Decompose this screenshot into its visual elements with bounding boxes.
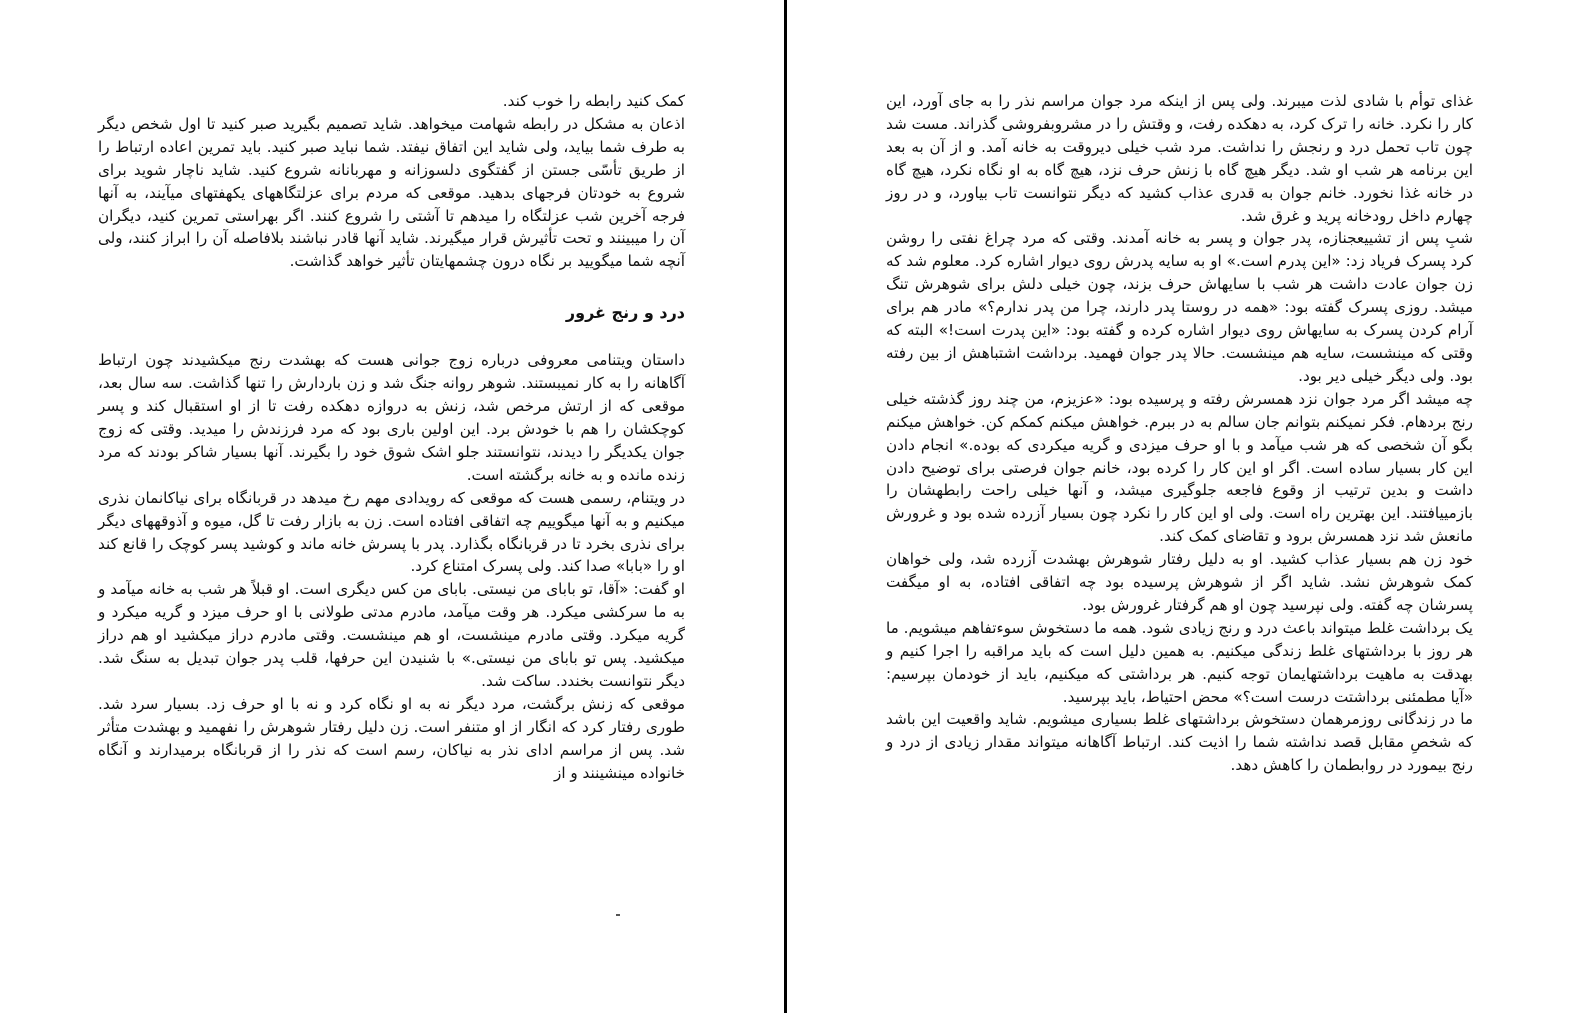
section-heading: درد و رنج غرور	[565, 303, 685, 323]
paragraph: کمک کنید رابطه را خوب کند.	[502, 92, 685, 110]
left-page	[98, 90, 685, 784]
paragraph: اذعان به مشکل در رابطه شهامت میخواهد. شاید تصمیم بگیرید صبر کنید تا اول شخص دیگر به طرف شما بیاید، ولی شاید این اتفاق نیفتد. شما نباید صبر کنید. باید تمرین اعاده ارتباط را از طریق تأسّی جستن از گفتگوی دلسوزانه و مهربانانه شروع کنید. شاید ناچار شوید برای شروع به خودتان فرجهای بدهید. موقعی که مردم برای عزلتگاههای یکهفتهای میآیند، به آنها فرجه آخرین شب عزلتگاه را میدهم تا آشتی را شروع کنند. اگر بهراستی تمرین کنید، دیگران آن را میبینند و تحت تأثیرش قرار میگیرند. شاید آنها قادر نباشند بلافاصله آن را ابراز کنند، ولی آنچه شما میگویید بر نگاه درون چشمهایتان تأثیر خواهد گذاشت.	[98, 114, 685, 271]
page-mark	[616, 914, 620, 916]
paragraph: در ویتنام، رسمی هست که موقعی که رویدادی مهم رخ میدهد در قربانگاه برای نیاکانمان نذری میکنیم و به آنها میگوییم چه اتفاقی افتاده است. زن به بازار رفت تا گل، میوه و آذوقههای دیگر برای نذری بخرد تا در قربانگاه بگذارد. پدر با پسرش خانه ماند و کوشید پسر کوچک را قانع کند او را «بابا» صدا کند. ولی پسرک امتناع کرد.	[98, 488, 685, 576]
paragraph: چه میشد اگر مرد جوان نزد همسرش رفته و پرسیده بود: «عزیزم، من چند روز گذشته خیلی رنج بردهام. فکر نمیکنم بتوانم جان سالم به در ببرم. خواهش میکنم کمکم کن. خواهش میکنم بگو آن شخصی که هر شب میآمد و با او حرف میزدی و گریه میکردی که بوده.» انجام دادن این کار بسیار ساده است. اگر او این کار را کرده بود، خانم جوان فرصتی برای توضیح دادن داشت و بدین ترتیب از وقوع فاجعه جلوگیری میشد، و آنها خیلی راحت رابطهشان را بازمییافتند. این بهترین راه است. ولی او این کار را نکرد چون بسیار آزرده شده بود و غرورش مانعش شد نزد همسرش برود و تقاضای کمک کند.	[886, 389, 1473, 546]
paragraph: شبِ پس از تشییعجنازه، پدر جوان و پسر به خانه آمدند. وقتی که مرد چراغ نفتی را روشن کرد پسرک فریاد زد: «این پدرم است.» او به سایه پدرش روی دیوار اشاره کرد. معلوم شد که زن جوان عادت داشت هر شب با سایهاش حرف بزند، چون خیلی دلش برای شوهرش تنگ میشد. روزی پسرک گفته بود: «همه در روستا پدر دارند، چرا من پدر ندارم؟» مادر هم برای آرام کردن پسرک به سایهاش روی دیوار اشاره کرده و گفته بود: «این پدرت است!» البته که وقتی که مینشست، سایه هم مینشست. حالا پدر جوان فهمید. برداشت اشتباهش از بین رفته بود. ولی دیگر خیلی دیر بود.	[886, 229, 1473, 385]
paragraph: ما در زندگانی روزمرهمان دستخوش برداشتهای غلط بسیاری میشویم. شاید واقعیت این باشد که شخصِ مقابل قصد نداشته شما را اذیت کند. ارتباط آگاهانه میتواند مقدار زیادی از درد و رنج بیمورد در روابطمان را کاهش دهد.	[886, 710, 1473, 775]
right-page	[886, 90, 1473, 777]
page-divider	[784, 0, 787, 1013]
paragraph: یک برداشت غلط میتواند باعث درد و رنج زیادی شود. همه ما دستخوش سوءتفاهم میشویم. ما هر روز با برداشتهای غلط زندگی میکنیم. به همین دلیل است که باید مراقبه را اجرا کنیم و بهدقت به ماهیت برداشتهایمان توجه کنیم. هر برداشتی که میکنیم، باید از خودمان بپرسیم: «آیا مطمئنی برداشتت درست است؟» محض احتیاط، باید بپرسید.	[886, 618, 1473, 706]
paragraph: او گفت: «آقا، تو بابای من نیستی. بابای من کس دیگری است. او قبلاً هر شب به خانه میآمد و به ما سرکشی میکرد. هر وقت میآمد، مادرم مدتی طولانی با او حرف میزد و گریه میکرد و گریه میکرد. وقتی مادرم مینشست، او هم مینشست. وقتی مادرم دراز میکشید او هم دراز میکشید. پس تو بابای من نیستی.» با شنیدن این حرفها، قلب پدر جوان تبدیل به سنگ شد. دیگر نتوانست بخندد. ساکت شد.	[98, 580, 685, 690]
paragraph: خود زن هم بسیار عذاب کشید. او به دلیل رفتار شوهرش بهشدت آزرده شد، ولی خواهان کمک شوهرش نشد. شاید اگر از شوهرش پرسیده بود چه اتفاقی افتاده، به او میگفت پسرشان چه گفته. ولی نپرسید چون او هم گرفتار غرورش بود.	[886, 550, 1473, 614]
paragraph: موقعی که زنش برگشت، مرد دیگر نه به او نگاه کرد و نه با او حرف زد. بسیار سرد شد. طوری رفتار کرد که انگار از او متنفر است. زن دلیل رفتار شوهرش را نفهمید و بهشدت متأثر شد. پس از مراسم ادای نذر به نیاکان، رسم است که نذر را از قربانگاه برمیدارند و آنگاه خانواده مینشینند و از	[98, 694, 685, 782]
paragraph: غذای توأم با شادی لذت میبرند. ولی پس از اینکه مرد جوان مراسم نذر را به جای آورد، این کار را نکرد. خانه را ترک کرد، به دهکده رفت، و وقتش را در مشروبفروشی گذراند. مست شد چون تاب تحمل درد و رنجش را نداشت. مرد شب خیلی دیروقت به خانه آمد. و از آن به بعد این برنامه هر شب او شد. دیگر هیچ گاه با زنش حرف نزد، هیچ گاه به او نگاه نکرد، هیچ گاه در خانه غذا نخورد. خانم جوان به قدری عذاب کشید که دیگر نتوانست تاب بیاورد، و در روز چهارم داخل رودخانه پرید و غرق شد.	[886, 92, 1473, 225]
paragraph: داستان ویتنامی معروفی درباره زوج جوانی هست که بهشدت رنج میکشیدند چون ارتباط آگاهانه را به کار نمیبستند. شوهر روانه جنگ شد و زن باردارش را تنها گذاشت. سه سال بعد، موقعی که از ارتش مرخص شد، زنش به دروازه دهکده رفت تا از او استقبال کند و پسر کوچکشان را هم با خودش برد. این اولین باری بود که مرد فرزندش را میدید. وقتی که زوج جوان یکدیگر را دیدند، نتوانستند جلو اشک شوق خود را بگیرند. آنها بسیار شاکر بودند که مرد زنده مانده و به خانه برگشته است.	[98, 351, 685, 484]
